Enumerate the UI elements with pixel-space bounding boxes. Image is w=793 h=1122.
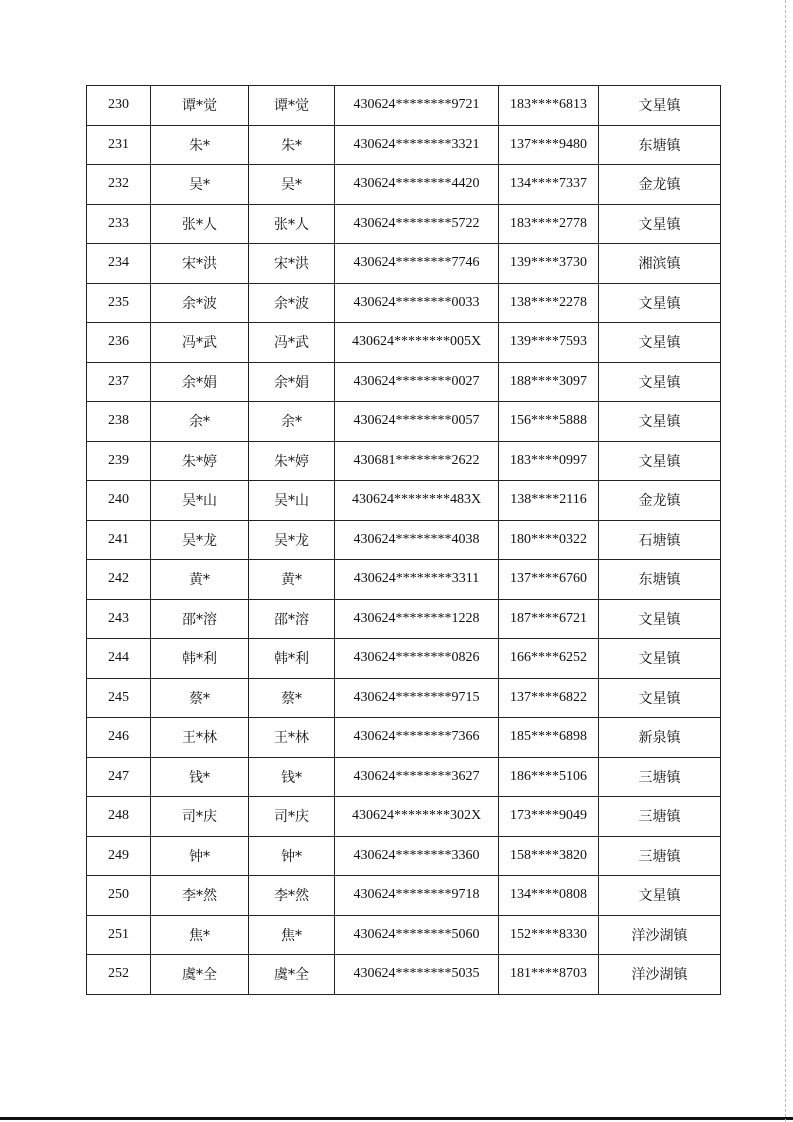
id-number-cell: 430624********3311 (335, 560, 499, 600)
phone-cell: 158****3820 (499, 836, 599, 876)
row-number-cell: 239 (87, 441, 151, 481)
town-cell: 洋沙湖镇 (599, 915, 721, 955)
id-number-cell: 430624********9721 (335, 86, 499, 126)
id-number-cell: 430624********4420 (335, 165, 499, 205)
name-cell: 余* (151, 402, 249, 442)
row-number-cell: 234 (87, 244, 151, 284)
row-number-cell: 230 (87, 86, 151, 126)
town-cell: 湘滨镇 (599, 244, 721, 284)
name-cell-2: 吴*山 (249, 481, 335, 521)
id-number-cell: 430624********7746 (335, 244, 499, 284)
phone-cell: 185****6898 (499, 718, 599, 758)
table-row (87, 125, 721, 165)
town-cell: 文星镇 (599, 283, 721, 323)
row-number-cell: 235 (87, 283, 151, 323)
name-cell-2: 谭*觉 (249, 86, 335, 126)
table-row (87, 757, 721, 797)
town-cell: 石塘镇 (599, 520, 721, 560)
id-number-cell: 430624********1228 (335, 599, 499, 639)
row-number-cell: 248 (87, 797, 151, 837)
name-cell: 谭*觉 (151, 86, 249, 126)
table-row (87, 955, 721, 995)
name-cell: 余*波 (151, 283, 249, 323)
row-number-cell: 244 (87, 639, 151, 679)
row-number-cell: 241 (87, 520, 151, 560)
id-number-cell: 430624********4038 (335, 520, 499, 560)
name-cell-2: 宋*洪 (249, 244, 335, 284)
name-cell-2: 朱*婷 (249, 441, 335, 481)
row-number-cell: 252 (87, 955, 151, 995)
id-number-cell: 430624********0057 (335, 402, 499, 442)
row-number-cell: 236 (87, 323, 151, 363)
table-row (87, 520, 721, 560)
name-cell-2: 余*娟 (249, 362, 335, 402)
town-cell: 东塘镇 (599, 125, 721, 165)
table-row (87, 244, 721, 284)
name-cell: 余*娟 (151, 362, 249, 402)
id-number-cell: 430624********5722 (335, 204, 499, 244)
id-number-cell: 430624********0826 (335, 639, 499, 679)
name-cell-2: 司*庆 (249, 797, 335, 837)
name-cell: 虞*全 (151, 955, 249, 995)
phone-cell: 137****6822 (499, 678, 599, 718)
table-row (87, 639, 721, 679)
name-cell-2: 吴* (249, 165, 335, 205)
name-cell: 朱*婷 (151, 441, 249, 481)
row-number-cell: 240 (87, 481, 151, 521)
phone-cell: 137****9480 (499, 125, 599, 165)
town-cell: 金龙镇 (599, 481, 721, 521)
phone-cell: 139****3730 (499, 244, 599, 284)
name-cell-2: 吴*龙 (249, 520, 335, 560)
row-number-cell: 246 (87, 718, 151, 758)
name-cell: 吴* (151, 165, 249, 205)
row-number-cell: 242 (87, 560, 151, 600)
scan-edge-line (785, 0, 787, 1122)
row-number-cell: 233 (87, 204, 151, 244)
row-number-cell: 247 (87, 757, 151, 797)
table-row (87, 86, 721, 126)
row-number-cell: 250 (87, 876, 151, 916)
name-cell: 焦* (151, 915, 249, 955)
id-number-cell: 430624********9715 (335, 678, 499, 718)
name-cell: 韩*利 (151, 639, 249, 679)
table-row (87, 836, 721, 876)
town-cell: 文星镇 (599, 876, 721, 916)
id-number-cell: 430624********9718 (335, 876, 499, 916)
table-row (87, 441, 721, 481)
row-number-cell: 251 (87, 915, 151, 955)
name-cell: 王*林 (151, 718, 249, 758)
name-cell: 邵*溶 (151, 599, 249, 639)
id-number-cell: 430624********005X (335, 323, 499, 363)
name-cell: 宋*洪 (151, 244, 249, 284)
name-cell: 钟* (151, 836, 249, 876)
town-cell: 文星镇 (599, 362, 721, 402)
phone-cell: 138****2116 (499, 481, 599, 521)
name-cell-2: 钱* (249, 757, 335, 797)
town-cell: 金龙镇 (599, 165, 721, 205)
name-cell-2: 蔡* (249, 678, 335, 718)
page-bottom-rule (0, 1117, 793, 1120)
table-row (87, 599, 721, 639)
phone-cell: 180****0322 (499, 520, 599, 560)
name-cell-2: 冯*武 (249, 323, 335, 363)
phone-cell: 181****8703 (499, 955, 599, 995)
name-cell-2: 钟* (249, 836, 335, 876)
name-cell-2: 张*人 (249, 204, 335, 244)
row-number-cell: 245 (87, 678, 151, 718)
phone-cell: 134****0808 (499, 876, 599, 916)
town-cell: 新泉镇 (599, 718, 721, 758)
town-cell: 三塘镇 (599, 836, 721, 876)
name-cell: 张*人 (151, 204, 249, 244)
table-row (87, 283, 721, 323)
table-row (87, 678, 721, 718)
id-number-cell: 430624********3360 (335, 836, 499, 876)
name-cell: 吴*山 (151, 481, 249, 521)
table-row (87, 876, 721, 916)
roster-table-body (87, 86, 721, 995)
roster-table (86, 85, 721, 995)
town-cell: 文星镇 (599, 204, 721, 244)
id-number-cell: 430624********7366 (335, 718, 499, 758)
table-row (87, 362, 721, 402)
name-cell-2: 朱* (249, 125, 335, 165)
name-cell: 李*然 (151, 876, 249, 916)
town-cell: 文星镇 (599, 86, 721, 126)
table-row (87, 915, 721, 955)
row-number-cell: 243 (87, 599, 151, 639)
phone-cell: 173****9049 (499, 797, 599, 837)
name-cell: 司*庆 (151, 797, 249, 837)
phone-cell: 152****8330 (499, 915, 599, 955)
name-cell-2: 虞*全 (249, 955, 335, 995)
table-row (87, 165, 721, 205)
table-row (87, 204, 721, 244)
name-cell-2: 邵*溶 (249, 599, 335, 639)
id-number-cell: 430624********302X (335, 797, 499, 837)
id-number-cell: 430681********2622 (335, 441, 499, 481)
phone-cell: 156****5888 (499, 402, 599, 442)
name-cell: 朱* (151, 125, 249, 165)
phone-cell: 187****6721 (499, 599, 599, 639)
name-cell: 钱* (151, 757, 249, 797)
phone-cell: 186****5106 (499, 757, 599, 797)
phone-cell: 183****6813 (499, 86, 599, 126)
name-cell-2: 韩*利 (249, 639, 335, 679)
name-cell: 黄* (151, 560, 249, 600)
town-cell: 洋沙湖镇 (599, 955, 721, 995)
town-cell: 三塘镇 (599, 757, 721, 797)
town-cell: 文星镇 (599, 678, 721, 718)
name-cell-2: 焦* (249, 915, 335, 955)
name-cell-2: 余*波 (249, 283, 335, 323)
table-row (87, 560, 721, 600)
phone-cell: 188****3097 (499, 362, 599, 402)
phone-cell: 166****6252 (499, 639, 599, 679)
phone-cell: 138****2278 (499, 283, 599, 323)
name-cell-2: 黄* (249, 560, 335, 600)
town-cell: 文星镇 (599, 402, 721, 442)
name-cell-2: 王*林 (249, 718, 335, 758)
name-cell: 冯*武 (151, 323, 249, 363)
table-row (87, 323, 721, 363)
phone-cell: 137****6760 (499, 560, 599, 600)
town-cell: 文星镇 (599, 639, 721, 679)
id-number-cell: 430624********5035 (335, 955, 499, 995)
row-number-cell: 232 (87, 165, 151, 205)
phone-cell: 183****2778 (499, 204, 599, 244)
id-number-cell: 430624********5060 (335, 915, 499, 955)
id-number-cell: 430624********0033 (335, 283, 499, 323)
id-number-cell: 430624********3321 (335, 125, 499, 165)
table-row (87, 402, 721, 442)
row-number-cell: 249 (87, 836, 151, 876)
phone-cell: 139****7593 (499, 323, 599, 363)
row-number-cell: 237 (87, 362, 151, 402)
row-number-cell: 231 (87, 125, 151, 165)
phone-cell: 183****0997 (499, 441, 599, 481)
town-cell: 三塘镇 (599, 797, 721, 837)
town-cell: 文星镇 (599, 599, 721, 639)
id-number-cell: 430624********0027 (335, 362, 499, 402)
row-number-cell: 238 (87, 402, 151, 442)
table-row (87, 797, 721, 837)
town-cell: 东塘镇 (599, 560, 721, 600)
name-cell: 吴*龙 (151, 520, 249, 560)
name-cell-2: 李*然 (249, 876, 335, 916)
id-number-cell: 430624********3627 (335, 757, 499, 797)
town-cell: 文星镇 (599, 441, 721, 481)
name-cell-2: 余* (249, 402, 335, 442)
table-row (87, 481, 721, 521)
town-cell: 文星镇 (599, 323, 721, 363)
table-row (87, 718, 721, 758)
id-number-cell: 430624********483X (335, 481, 499, 521)
name-cell: 蔡* (151, 678, 249, 718)
phone-cell: 134****7337 (499, 165, 599, 205)
